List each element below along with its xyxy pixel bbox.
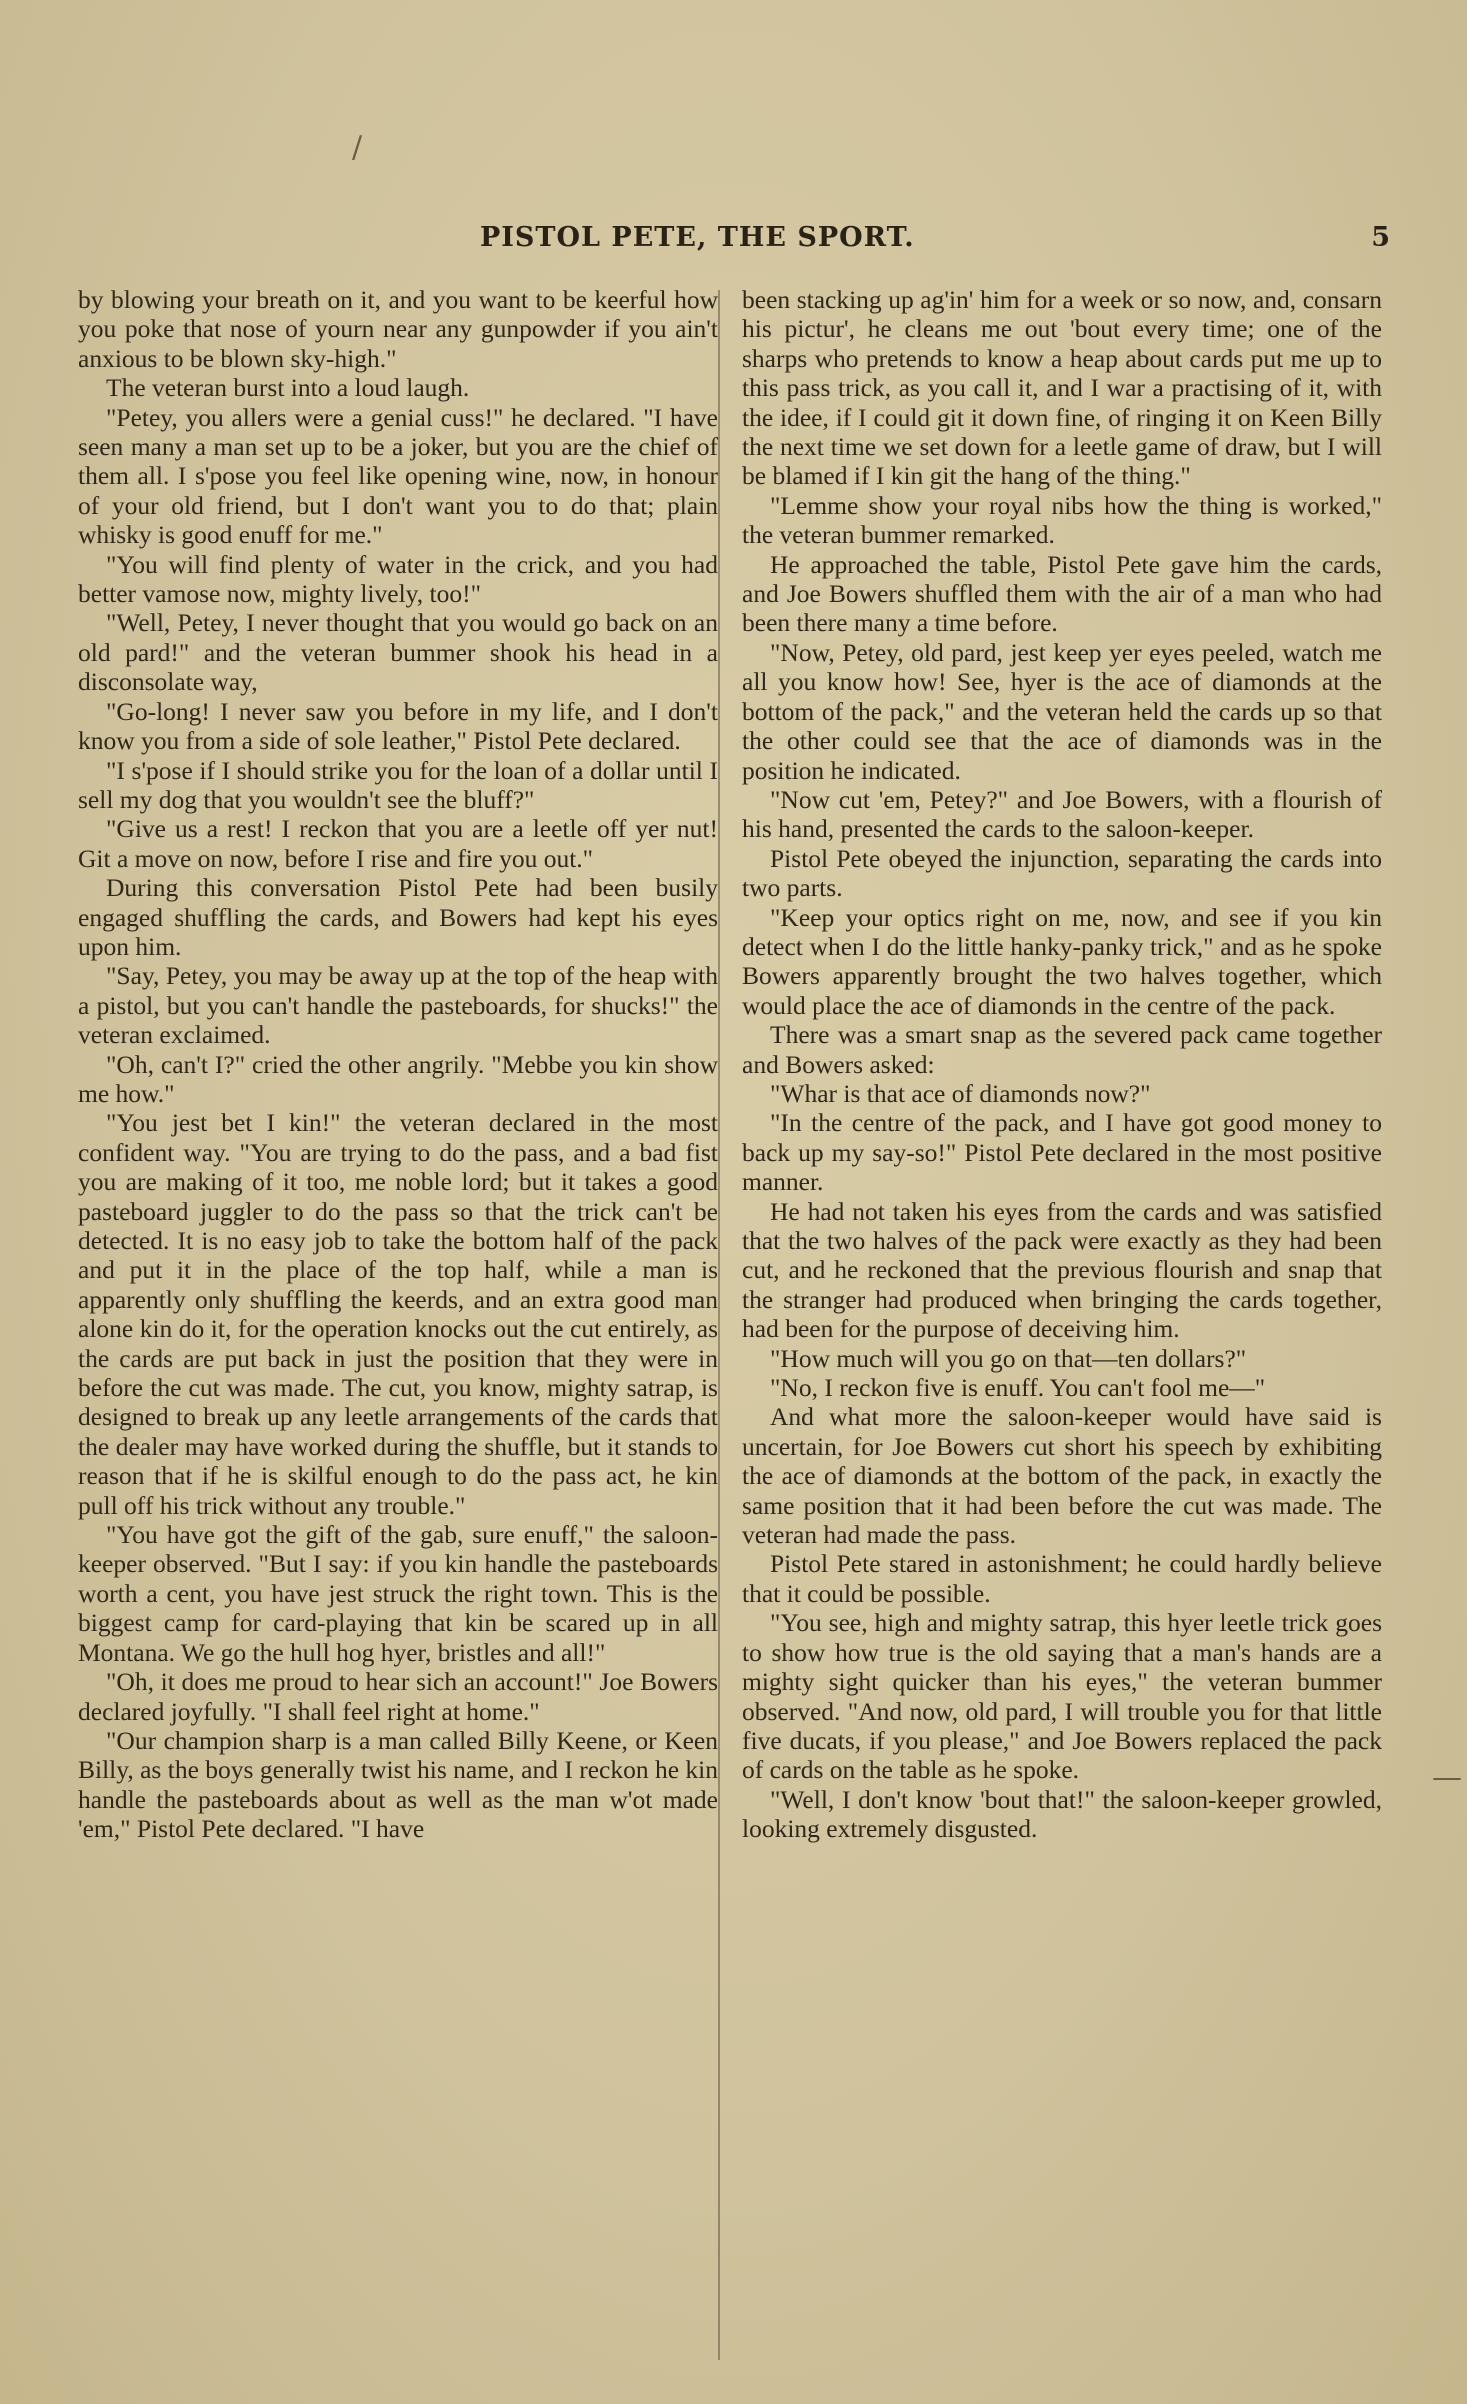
paragraph: He approached the table, Pistol Pete gave him the cards, and Joe Bowers shuffled them with the air of a man who had been there many a time before.: [742, 549, 1382, 638]
paragraph: "Well, Petey, I never thought that you would go back on an old pard!" and the veteran bummer shook his head in a disconsolate way,: [78, 608, 718, 697]
paragraph: "Keep your optics right on me, now, and see if you kin detect when I do the little hanky-panky trick," and as he spoke Bowers apparently brought the two halves together, which would place the ace of diamonds in the centre of the pack.: [742, 902, 1382, 1020]
paragraph: "How much will you go on that—ten dollars?": [770, 1343, 1247, 1373]
paragraph: been stacking up ag'in' him for a week or so now, and, consarn his pictur', he cleans me out 'bout every time; one of the sharps who pretends to know a heap about cards put me up to this pass trick, as you call it, and I war a practising of it, with the idee, if I could git it down fine, of ringing it on Keen Billy the next time we set down for a leetle game of draw, but I will be blamed if I kin git the hang of the thing.": [742, 285, 1382, 491]
paragraph: "Lemme show your royal nibs how the thing is worked," the veteran bummer remarked.: [742, 490, 1382, 550]
page-number: 5: [1371, 222, 1390, 253]
paragraph: "In the centre of the pack, and I have got good money to back up my say-so!" Pistol Pete declared in the most positive manner.: [742, 1108, 1382, 1197]
paragraph: Pistol Pete stared in astonishment; he could hardly believe that it could be possible.: [742, 1549, 1382, 1608]
paragraph: "Now cut 'em, Petey?" and Joe Bowers, with a flourish of his hand, presented the cards to the saloon-keeper.: [742, 784, 1382, 844]
paragraph: "I s'pose if I should strike you for the loan of a dollar until I sell my dog that you wouldn't see the bluff?": [78, 755, 718, 814]
paragraph: The veteran burst into a loud laugh.: [106, 373, 470, 403]
margin-pencil-mark: /: [352, 130, 363, 165]
paragraph: "Say, Petey, you may be away up at the top of the heap with a pistol, but you can't handle the pasteboards, for shucks!" the veteran exclaimed.: [78, 961, 718, 1050]
running-head: [70, 222, 1390, 262]
paragraph: Pistol Pete obeyed the injunction, separating the cards into two parts.: [742, 843, 1382, 903]
column-divider: [718, 290, 720, 2360]
paragraph: "Oh, it does me proud to hear sich an account!" Joe Bowers declared joyfully. "I shall feel right at home.": [78, 1667, 718, 1726]
paragraph: "You will find plenty of water in the crick, and you had better vamose now, mighty lively, too!": [78, 549, 718, 609]
paragraph: "Now, Petey, old pard, jest keep yer eyes peeled, watch me all you know how! See, hyer is the ace of diamonds at the bottom of the pack," and the veteran held the cards up so that the other could see that the ace of diamonds was in the position he indicated.: [742, 637, 1382, 785]
right-column: [742, 285, 1382, 1844]
paragraph: There was a smart snap as the severed pack came together and Bowers asked:: [742, 1020, 1382, 1079]
paragraph: "Oh, can't I?" cried the other angrily. "Mebbe you kin show me how.": [78, 1049, 718, 1108]
paragraph: by blowing your breath on it, and you want to be keerful how you poke that nose of yourn near any gunpowder if you ain't anxious to be blown sky-high.": [78, 285, 718, 373]
page-title: PISTOL PETE, THE SPORT.: [480, 222, 915, 253]
left-column: [78, 285, 718, 1844]
margin-dash-mark: —: [1432, 1760, 1462, 1795]
paragraph: "Well, I don't know 'bout that!" the saloon-keeper growled, looking extremely disgusted.: [742, 1784, 1382, 1844]
paragraph: "Go-long! I never saw you before in my life, and I don't know you from a side of sole leather," Pistol Pete declared.: [78, 696, 718, 756]
paragraph: "You jest bet I kin!" the veteran declared in the most confident way. "You are trying to do the pass, and a bad fist you are making of it too, me noble lord; but it takes a good pasteboard juggler to do the pass so that the trick can't be detected. It is no easy job to take the bottom half of the pack and put it in the place of the top half, while a man is apparently only shuffling the keerds, and an extra good man alone kin do it, for the operation knocks out the cut entirely, as the cards are put back in just the position that they were in before the cut was made. The cut, you know, mighty satrap, is designed to break up any leetle arrangements of the cards that the dealer may have worked during the shuffle, but it stands to reason that if he is skilful enough to do the pass act, he kin pull off his trick without any trouble.": [78, 1108, 718, 1520]
paragraph: "You have got the gift of the gab, sure enuff," the saloon-keeper observed. "But I say: if you kin handle the pasteboards worth a cent, you have jest struck the right town. This is the biggest camp for card-playing that kin be scared up in all Montana. We go the hull hog hyer, bristles and all!": [78, 1520, 718, 1667]
paragraph: "No, I reckon five is enuff. You can't fool me—": [770, 1373, 1266, 1403]
paragraph: During this conversation Pistol Pete had been busily engaged shuffling the cards, and Bowers had kept his eyes upon him.: [78, 873, 718, 961]
paragraph: "Petey, you allers were a genial cuss!" he declared. "I have seen many a man set up to be a joker, but you are the chief of them all. I s'pose you feel like opening wine, now, in honour of your old friend, but I don't want you to do that; plain whisky is good enuff for me.": [78, 402, 718, 550]
paragraph: He had not taken his eyes from the cards and was satisfied that the two halves of the pack were exactly as they had been cut, and he reckoned that the previous flourish and snap that the stranger had produced when bringing the cards together, had been for the purpose of deceiving him.: [742, 1196, 1382, 1344]
paragraph: "Give us a rest! I reckon that you are a leetle off yer nut! Git a move on now, before I rise and fire you out.": [78, 814, 718, 873]
paragraph: And what more the saloon-keeper would have said is uncertain, for Joe Bowers cut short his speech by exhibiting the ace of diamonds at the bottom of the pack, in exactly the same position that it had been before the cut was made. The veteran had made the pass.: [742, 1402, 1382, 1550]
paragraph: "You see, high and mighty satrap, this hyer leetle trick goes to show how true is the old saying that a man's hands are a mighty sight quicker than his eyes," the veteran bummer observed. "And now, old pard, I will trouble you for that little five ducats, if you please," and Joe Bowers replaced the pack of cards on the table as he spoke.: [742, 1608, 1382, 1785]
paragraph: "Whar is that ace of diamonds now?": [770, 1078, 1151, 1108]
paragraph: "Our champion sharp is a man called Billy Keene, or Keen Billy, as the boys generally twist his name, and I reckon he kin handle the pasteboards about as well as the man w'ot made 'em," Pistol Pete declared. "I have: [78, 1725, 718, 1844]
